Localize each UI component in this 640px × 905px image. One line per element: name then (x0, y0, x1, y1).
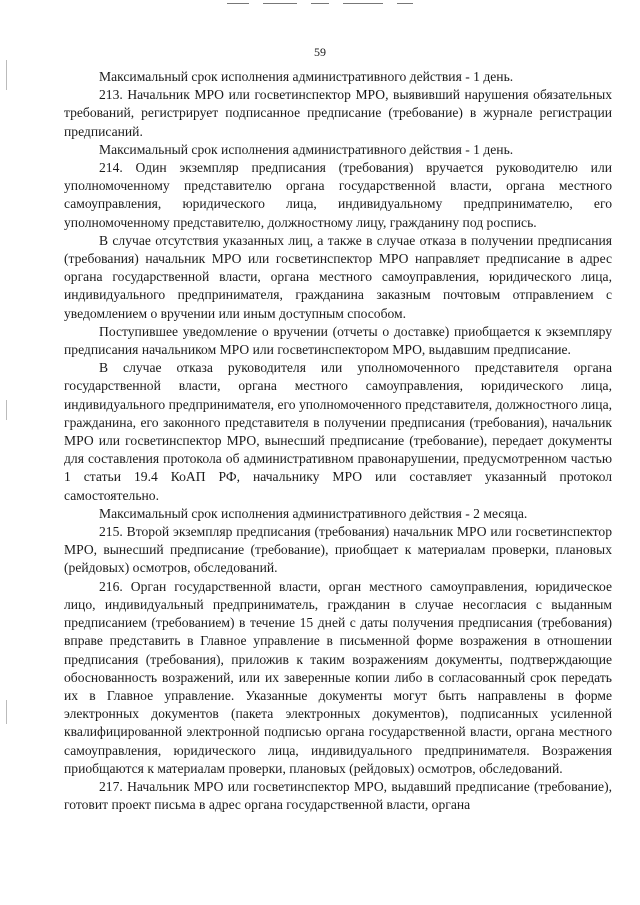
paragraph: Поступившее уведомление о вручении (отчеты о доставке) приобщается к экземпляру предписания начальником МРО или госветинспектором МРО, выдавшим предписание. (64, 323, 612, 358)
paragraph: 213. Начальник МРО или госветинспектор МРО, выявивший нарушения обязательных требований, регистрирует подписанное предписание (требование) в журнале регистрации предписаний. (64, 87, 612, 139)
scan-edge-mark (6, 700, 7, 724)
paragraph: 216. Орган государственной власти, орган местного самоуправления, юридическое лицо, индивидуальный предприниматель, гражданин в случае несогласия с выданным предписанием (требованием) в течение 15 дней с даты получения предписания (требования) вправе представить в Главное управление в письменной форме возражения в отношении предписания (требования), приложив к таким возражениям документы, подтверждающие обоснованность возражений, или их заверенные копии либо в согласованный срок передать их в Главное управление. Указанные документы могут быть направлены в форме электронных документов (пакета электронных документов), подписанных усиленной квалифицированной электронной подписью органа государственной власти, органа местного самоуправления, юридического лица, индивидуального предпринимателя. Возражения приобщаются к материалам проверки, плановых (рейдовых) осмотров, обследований. (64, 578, 612, 776)
paragraph: В случае отсутствия указанных лиц, а также в случае отказа в получении предписания (требования) начальник МРО или госветинспектор МРО направляет предписание в адрес органа государственной власти, органа местного самоуправления, юридического лица, индивидуального предпринимателя, гражданина заказным почтовым отправлением с уведомлением о вручении или иным доступным способом. (64, 232, 612, 321)
scan-top-marks (200, 0, 440, 6)
paragraph: Максимальный срок исполнения административного действия - 1 день. (99, 141, 514, 157)
document-body (64, 68, 612, 814)
page-number: 59 (314, 45, 326, 59)
paragraph: Максимальный срок исполнения административного действия - 2 месяца. (99, 505, 528, 521)
scan-edge-mark (6, 400, 7, 420)
paragraph: 215. Второй экземпляр предписания (требования) начальник МРО или госветинспектор МРО, вынесший предписание (требование), приобщает к материалам проверки, плановых (рейдовых) осмотров, обследований. (64, 524, 612, 576)
paragraph: Максимальный срок исполнения административного действия - 1 день. (99, 69, 514, 84)
paragraph: В случае отказа руководителя или уполномоченного представителя органа государственной власти, органа местного самоуправления, юридического лица, индивидуального предпринимателя, его уполномоченного представителя, должностного лица, гражданина, его законного представителя в получении предписания (требования), начальник МРО или госветинспектор МРО, вынесший предписание (требование), передает документы для составления протокола об административном правонарушении, предусмотренном частью 1 статьи 19.4 КоАП РФ, начальнику МРО или составляет указанный протокол самостоятельно. (64, 360, 612, 503)
scan-edge-mark (6, 60, 7, 90)
paragraph: 217. Начальник МРО или госветинспектор МРО, выдавший предписание (требование), готовит проект письма в адрес органа государственной власти, органа (64, 778, 612, 813)
paragraph: 214. Один экземпляр предписания (требования) вручается руководителю или уполномоченному представителю органа государственной власти, органа местного самоуправления, юридического лица, индивидуальному предпринимателю, его уполномоченному представителю, должностному лицу, гражданину под роспись. (64, 160, 612, 230)
